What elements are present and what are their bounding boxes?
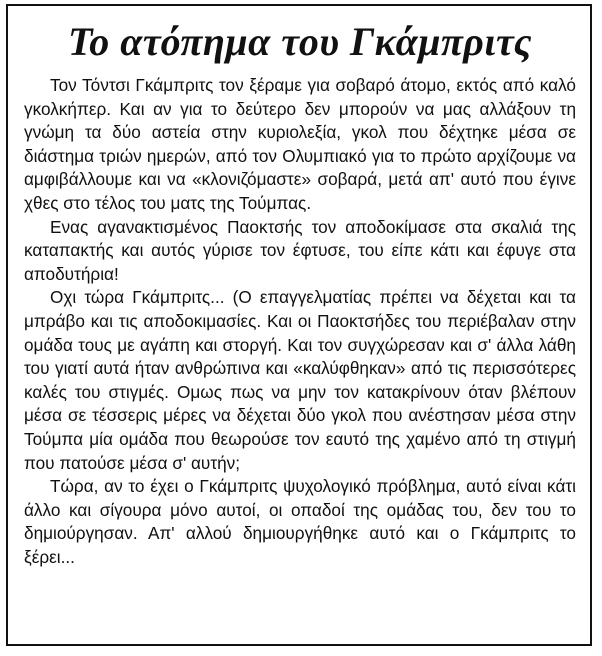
newspaper-article [6,4,592,646]
article-title: Το ατόπημα του Γκάμπριτς [67,19,533,64]
article-body [24,74,576,569]
article-paragraph-4: Τώρα, αν το έχει ο Γκάμπριτς ψυχολογικό πρόβλημα, αυτό είναι κάτι άλλο και σίγουρα μόνο αυτοί, οι οπαδοί της ομάδας του, δεν του το δημιούργησαν. Απ' αλλού δημιουργήθηκε αυτό και ο Γκάμπριτς το ξέρει... [24,476,576,567]
article-paragraph-1: Τον Τόντσι Γκάμπριτς τον ξέραμε για σοβαρό άτομο, εκτός από καλό γκολκήπερ. Και αν για το δεύτερο δεν μπορούν να μας αλλάξουν τη γνώμη τα δύο αστεία στην κυριολεξία, γκολ που δέχτηκε μέσα σε διάστημα τριών ημερών, από τον Ολυμπιακό για το πρώτο αρχίζουμε να αμφιβάλλουμε και να «κλονιζόμαστε» σοβαρά, μετά απ' αυτό που έγινε χθες στο τέλος του ματς της Τούμπας. [24,75,576,213]
article-paragraph-3: Οχι τώρα Γκάμπριτς... (Ο επαγγελματίας πρέπει να δέχεται και τα μπράβο και τις αποδοκιμασίες. Και οι Παοκτσήδες του περιέβαλαν στην ομάδα τους με αγάπη και στοργή. Και τον συγχώρεσαν και σ' άλλα λάθη του γιατί αυτά ήταν ανθρώπινα και «καλύφθηκαν» από τις περισσότερες καλές του στιγμές. Ομως πως να μην τον κατακρίνουν όταν βλέπουν μέσα σε τέσσερις μέρες να δέχεται δύο γκολ που ανέστησαν μέσα στην Τούμπα μία ομάδα που θεωρούσε τον εαυτό της χαμένο από τη στιγμή που πατούσε μέσα σ' αυτήν; [24,287,576,473]
article-paragraph-2: Ενας αγανακτισμένος Παοκτσής τον αποδοκίμασε στα σκαλιά της καταπακτής και αυτός γύρισε τον έφτυσε, του είπε κάτι και έφυγε στα αποδυτήρια! [24,216,576,284]
